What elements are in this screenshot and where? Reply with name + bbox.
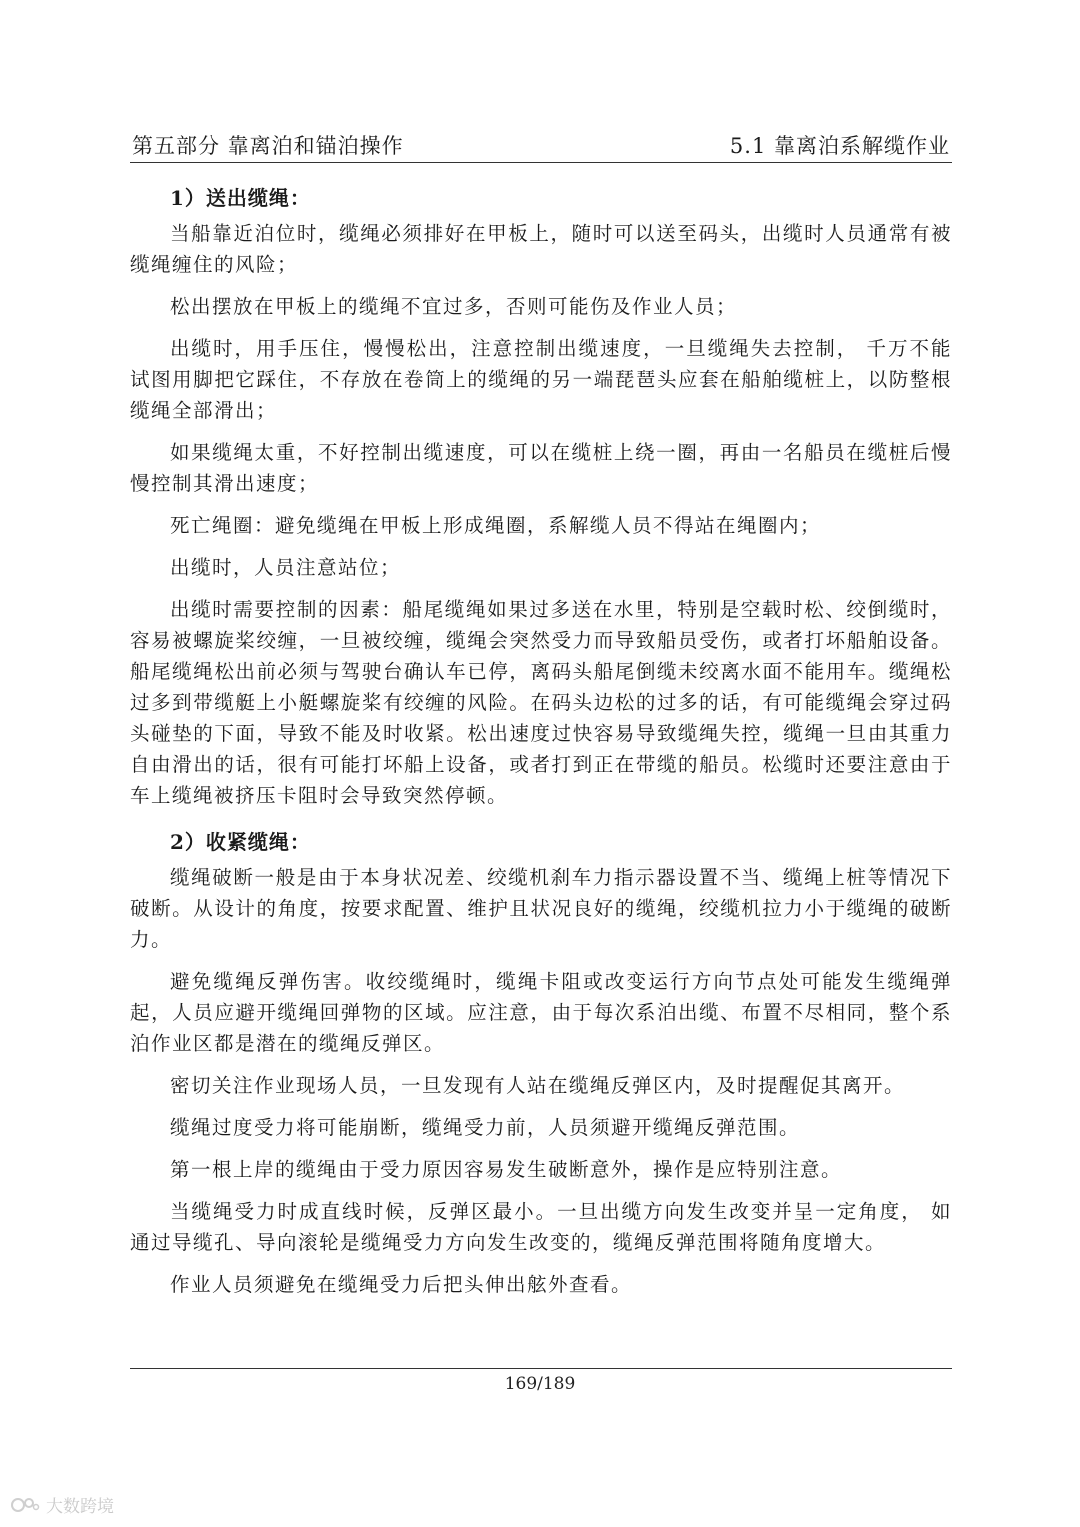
paragraph: 避免缆绳反弹伤害。收绞缆绳时，缆绳卡阻或改变运行方向节点处可能发生缆绳弹起，人员应避开缆绳回弹物的区域。应注意，由于每次系泊出缆、布置不尽相同，整个系泊作业区都是潜在的缆绳反弹区。 bbox=[130, 970, 952, 1055]
section-heading-send-out-lines: 1）送出缆绳： bbox=[170, 186, 311, 210]
section-heading-tighten-lines: 2）收紧缆绳： bbox=[170, 830, 311, 854]
paragraph: 作业人员须避免在缆绳受力后把头伸出舷外查看。 bbox=[170, 1273, 633, 1296]
paragraph: 密切关注作业现场人员，一旦发现有人站在缆绳反弹区内，及时提醒促其离开。 bbox=[170, 1074, 906, 1097]
header-chapter-title: 第五部分 靠离泊和锚泊操作 bbox=[132, 134, 404, 158]
watermark bbox=[10, 1492, 114, 1517]
paragraph: 缆绳破断一般是由于本身状况差、绞缆机刹车力指示器设置不当、缆绳上桩等情况下破断。从设计的角度，按要求配置、维护且状况良好的缆绳，绞缆机拉力小于缆绳的破断力。 bbox=[130, 866, 952, 951]
paragraph: 出缆时，用手压住，慢慢松出，注意控制出缆速度，一旦缆绳失去控制， 千万不能试图用脚把它踩住，不存放在卷筒上的缆绳的另一端琵琶头应套在船舶缆桩上，以防整根缆绳全部滑出； bbox=[130, 337, 952, 422]
paragraph: 当缆绳受力时成直线时候，反弹区最小。一旦出缆方向发生改变并呈一定角度， 如通过导缆孔、导向滚轮是缆绳受力方向发生改变的，缆绳反弹范围将随角度增大。 bbox=[130, 1200, 952, 1254]
paragraph: 缆绳过度受力将可能崩断，缆绳受力前，人员须避开缆绳反弹范围。 bbox=[170, 1116, 801, 1139]
paragraph: 第一根上岸的缆绳由于受力原因容易发生破断意外，操作是应特别注意。 bbox=[170, 1158, 843, 1181]
page-body bbox=[130, 178, 952, 1311]
paragraph: 死亡绳圈：避免缆绳在甲板上形成绳圈，系解缆人员不得站在绳圈内； bbox=[170, 514, 822, 537]
paragraph: 松出摆放在甲板上的缆绳不宜过多，否则可能伤及作业人员； bbox=[170, 295, 738, 318]
page-number: 169/189 bbox=[504, 1374, 576, 1394]
paragraph: 如果缆绳太重，不好控制出缆速度，可以在缆桩上绕一圈，再由一名船员在缆桩后慢慢控制其滑出速度； bbox=[130, 441, 952, 495]
paragraph: 出缆时需要控制的因素：船尾缆绳如果过多送在水里，特别是空载时松、绞倒缆时，容易被螺旋桨绞缠，一旦被绞缠，缆绳会突然受力而导致船员受伤，或者打坏船舶设备。船尾缆绳松出前必须与驾驶台确认车已停，离码头船尾倒缆未绞离水面不能用车。缆绳松过多到带缆艇上小艇螺旋桨有绞缠的风险。在码头边松的过多的话，有可能缆绳会穿过码头碰垫的下面，导致不能及时收紧。松出速度过快容易导致缆绳失控，缆绳一旦由其重力自由滑出的话，很有可能打坏船上设备，或者打到正在带缆的船员。松缆时还要注意由于车上缆绳被挤压卡阻时会导致突然停顿。 bbox=[130, 598, 952, 807]
watermark-text: 大数跨境 bbox=[46, 1497, 114, 1517]
page-header bbox=[130, 128, 952, 163]
paragraph: 出缆时，人员注意站位； bbox=[170, 556, 402, 579]
paragraph: 当船靠近泊位时，缆绳必须排好在甲板上，随时可以送至码头，出缆时人员通常有被缆绳缠住的风险； bbox=[130, 222, 952, 276]
header-section-title: 5.1 靠离泊系解缆作业 bbox=[729, 134, 950, 158]
watermark-logo-icon bbox=[10, 1494, 40, 1516]
footer-divider bbox=[130, 1368, 952, 1369]
